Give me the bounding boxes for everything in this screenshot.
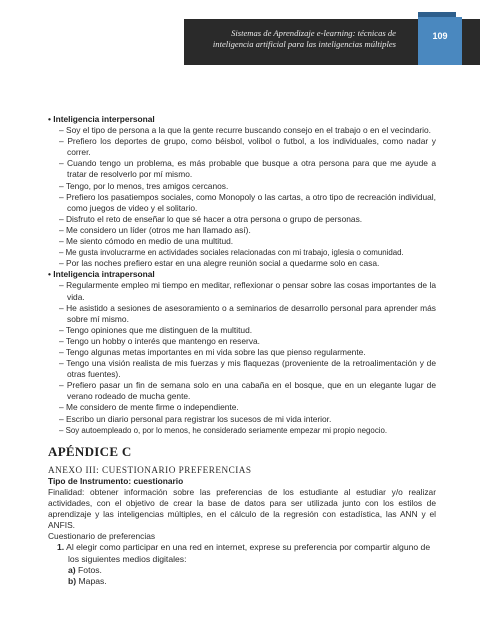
purpose-paragraph: Finalidad: obtener información sobre las preferencias de los estudiante al estudiar y/o realizar actividades, con el objetivo de crear la base de datos para ser utilizada junto con los estilos de aprendizaje y las inteligencias múltiples, en el cálculo de la regresión con estadística, las ANN y el ANFIS. [48,487,436,531]
question-number: 1. [57,542,65,553]
list-item: – Soy el tipo de persona a la que la gente recurre buscando consejo en el trabajo o en el vecindario. [59,125,432,136]
option-text: Mapas. [78,575,107,586]
option-b [48,576,436,587]
list-item: – Me siento cómodo en medio de una multitud. [59,236,234,247]
list-item: – Tengo algunas metas importantes en mi vida sobre las que pienso regularmente. [59,346,366,357]
section-title-intrapersonal: • Inteligencia intrapersonal [48,269,155,280]
appendix-subtitle: ANEXO III: CUESTIONARIO PREFERENCIAS [48,464,252,475]
instrument-type: Tipo de Instrumento: cuestionario [48,475,184,486]
page-number: 109 [432,31,448,41]
question-text: Al elegir como participar en una red en internet, exprese su preferencia por compartir alguno de los siguientes medios digitales: [66,542,431,564]
list-item: – Tengo una visión realista de mis fuerzas y mis flaquezas (proveniente de la retroalimentación y de otras fuentes). [59,358,436,380]
page-tab [418,17,462,65]
running-header-line-1: Sistemas de Aprendizaje e-learning: técnicas de [231,28,396,38]
list-item: – Tengo un hobby o interés que mantengo en reserva. [59,335,260,346]
list-item: – Tengo opiniones que me distinguen de la multitud. [59,324,253,335]
section-title-interpersonal: • Inteligencia interpersonal [48,114,155,124]
list-item: – Prefiero pasar un fin de semana solo en una cabaña en el bosque, que en un elegante lugar de verano rodeado de mucha gente. [59,380,436,402]
list-item: – Soy autoempleado o, por lo menos, he considerado seriamente empezar mi propio negocio. [59,425,388,435]
option-text: Fotos. [78,564,102,575]
list-item: – He asistido a sesiones de asesoramiento o a seminarios de desarrollo personal para aprender más sobre mí mismo. [59,302,436,324]
appendix-title: APÉNDICE C [48,443,132,459]
questionnaire-label: Cuestionario de preferencias [48,531,156,542]
list-item: – Cuando tengo un problema, es más probable que busque a otra persona para que me ayude a tratar de resolverlo por mí mismo. [59,158,436,180]
list-item: – Regularmente empleo mi tiempo en meditar, reflexionar o pensar sobre las cosas importantes de la vida. [59,280,436,302]
option-a [48,565,436,576]
running-header [196,28,396,49]
list-item: – Me gusta involucrarme en actividades sociales relacionadas con mi trabajo, iglesia o comunidad. [59,248,404,258]
page-content [48,114,436,587]
option-letter: b) [68,575,77,586]
list-item: – Me considero un líder (otros me han llamado así). [59,224,251,235]
list-item: – Escribo un diario personal para registrar los sucesos de mi vida interior. [59,413,332,424]
option-letter: a) [68,564,76,575]
running-header-line-2: inteligencia artificial para las inteligencias múltiples [212,38,396,49]
list-item: – Me considero de mente firme o independiente. [59,402,239,413]
list-item: – Disfruto el reto de enseñar lo que sé hacer a otra persona o grupo de personas. [59,213,363,224]
list-item: – Prefiero los deportes de grupo, como béisbol, volibol o futbol, a los individuales, como nadar y correr. [59,136,436,158]
question-1 [48,542,436,564]
list-item: – Tengo, por lo menos, tres amigos cercanos. [59,180,229,191]
list-item: – Prefiero los pasatiempos sociales, como Monopoly o las cartas, a otro tipo de recreación individual, como juegos de video y el solitario. [59,191,436,213]
list-item: – Por las noches prefiero estar en una alegre reunión social a quedarme solo en casa. [59,258,380,269]
